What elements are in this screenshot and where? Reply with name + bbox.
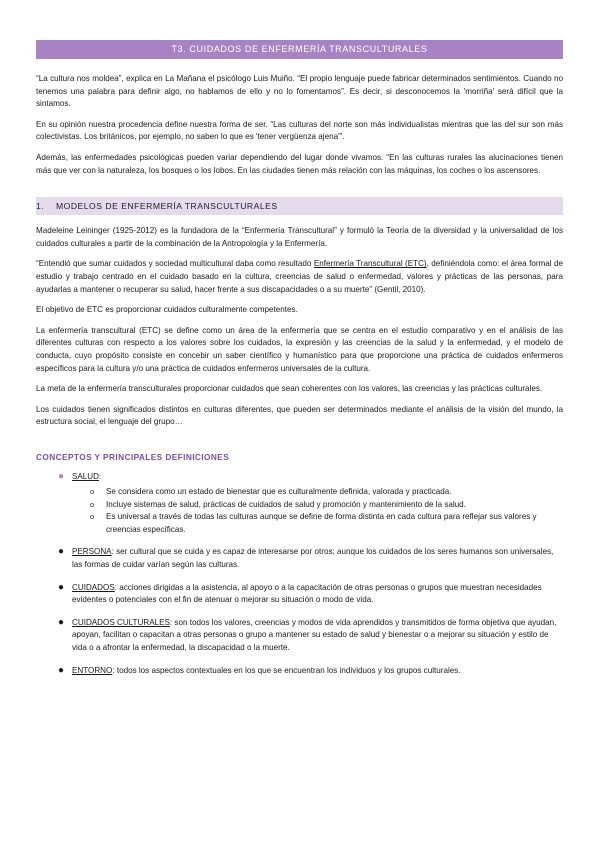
sub-item-text: Se considera como un estado de bienestar que es culturalmente definida, valorada y practicada. — [106, 487, 452, 497]
goal-paragraph: La meta de la enfermería transculturales proporcionar cuidados que sean coherentes con los valores, las creencias y las prácticas culturales. — [36, 384, 543, 394]
concept-text: : ser cultural que se cuida y es capaz de interesarse por otros; aunque los cuidados de los seres humanos son universales, las formas de cuidar varían según las culturas. — [72, 547, 554, 570]
circle-bullet-icon: o — [90, 512, 95, 522]
concept-text: : acciones dirigidas a la asistencia, al apoyo o a la capacitación de otras personas o grupos que muestran necesidades evidentes o potenciales con el fin de atenuar o mejorar su situación o modo de vida. — [72, 582, 542, 605]
concept-item-persona — [36, 546, 563, 571]
concept-term: CUIDADOS CULTURALES — [72, 617, 170, 627]
bullet-icon: ● — [58, 664, 65, 676]
concept-text: : todos los aspectos contextuales en los que se encuentran los individuos y los grupos culturales. — [112, 665, 461, 675]
concept-item-cuidados — [36, 582, 563, 607]
concept-term: PERSONA — [72, 547, 112, 557]
concept-item-entorno — [36, 665, 563, 678]
section-heading — [36, 197, 563, 215]
intro-paragraph-2: En su opinión nuestra procedencia define nuestra forma de ser. “Las culturas del norte son más individualistas mientras que las del sur son más colectivistas. Los británicos, por ejemplo, no saben lo que es 'tener vergüenza ajena'”. — [36, 119, 563, 142]
concepts-heading: CONCEPTOS Y PRINCIPALES DEFINICIONES — [36, 451, 230, 462]
section-number: 1. — [36, 201, 45, 212]
sub-item — [72, 499, 563, 512]
bullet-icon: ● — [58, 581, 65, 593]
circle-bullet-icon: o — [90, 487, 95, 497]
document-title: T3. CUIDADOS DE ENFERMERÍA TRANSCULTURALES — [36, 40, 563, 59]
objective-paragraph: El objetivo de ETC es proporcionar cuidados culturalmente competentes. — [36, 305, 298, 315]
concept-term: SALUD — [72, 472, 99, 482]
section-title: MODELOS DE ENFERMERÍA TRANSCULTURALES — [56, 201, 278, 212]
quote-text-end: , definiéndola como: el área formal de estudio y trabajo centrado en el cuidado basado en la cultura, creencias de salud o enfermedad, valores y prácticas de las personas, para ayudarlas a mantener o recuperar su salud, hacer frente a sus discapacidades o a su muerte” (Gentil, 2010). — [36, 259, 563, 294]
leininger-paragraph: Madeleine Leininger (1925-2012) es la fundadora de la “Enfermería Transcultural” y formuló la Teoría de la diversidad y la universalidad de los cuidados culturales a partir de la combinación de la Antropología y la Enfermería. — [36, 226, 563, 248]
concepts-list — [36, 471, 563, 677]
definition-quote — [36, 258, 563, 296]
meanings-paragraph: Los cuidados tienen significados distintos en culturas diferentes, que pueden ser determinados mediante el análisis de la visión del mundo, la estructura social, el lenguaje del grupo… — [36, 404, 563, 427]
etc-definition-paragraph: La enfermería transcultural (ETC) se define como un área de la enfermería que se centra en el estudio comparativo y en el análisis de las diferentes culturas con respecto a los valores sobre los cuidados, la expresión y las creencias de la salud y la enfermedad, y el modelo de conducta, cuyo propósito consiste en concebir un saber científico y humanístico para que proporcione una práctica de cuidados enfermeros específicos para la cultura y/o una práctica de cuidados enfermeros universales de la cultura. — [36, 325, 563, 373]
bullet-icon: ● — [58, 546, 65, 558]
intro-paragraph-1: “La cultura nos moldea”, explica en La Mañana el psicólogo Luis Muiño. “El propio lenguaje puede fabricar determinados sentimientos. Cuando no tenemos una palabra para definir algo, no hablamos de ello y no lo fomentamos”. Es decir, si desconocemos la 'morriña' será difícil que la sintamos. — [36, 74, 563, 109]
concept-colon: : — [99, 472, 102, 482]
concept-item-salud — [36, 471, 563, 536]
sub-item — [72, 511, 563, 536]
etc-term: Enfermería Transcultural (ETC) — [313, 259, 427, 269]
intro-paragraph-3: Además, las enfermedades psicológicas pueden variar dependiendo del lugar donde vivamos. “En las culturas rurales las alucinaciones tienen más que ver con la naturaleza, los bosques o los lobos. En las ciudades tienen más relación con las máquinas, los coches o los ascensores. — [36, 152, 563, 175]
bullet-icon: ● — [58, 471, 65, 483]
circle-bullet-icon: o — [90, 499, 95, 509]
salud-sublist — [72, 486, 563, 536]
concept-item-cuidados-culturales — [36, 617, 563, 655]
sub-item-text: Es universal a través de todas las culturas aunque se define de forma distinta en cada cultura para reflejar sus valores y creencias específicas. — [106, 512, 537, 534]
quote-text: “Entendió que sumar cuidados y sociedad multicultural daba como resultado — [36, 259, 314, 269]
concept-term: CUIDADOS — [72, 582, 115, 592]
concept-text: : son todos los valores, creencias y modos de vida aprendidos y transmitidos de forma objetiva que ayudan, apoyan, facilitan o capacitan a otras personas o grupo a mantener su estado de salud y bienestar o a mejorar su situación y estilo de vida o a afrontar la enfermedad, la discapacidad o la muerte. — [72, 617, 557, 652]
concept-term: ENTORNO — [72, 665, 113, 675]
bullet-icon: ● — [58, 616, 65, 628]
sub-item-text: Incluye sistemas de salud, prácticas de cuidados de salud y promoción y mantenimiento de la salud. — [106, 499, 466, 509]
sub-item — [72, 486, 563, 499]
document-page — [36, 40, 563, 687]
